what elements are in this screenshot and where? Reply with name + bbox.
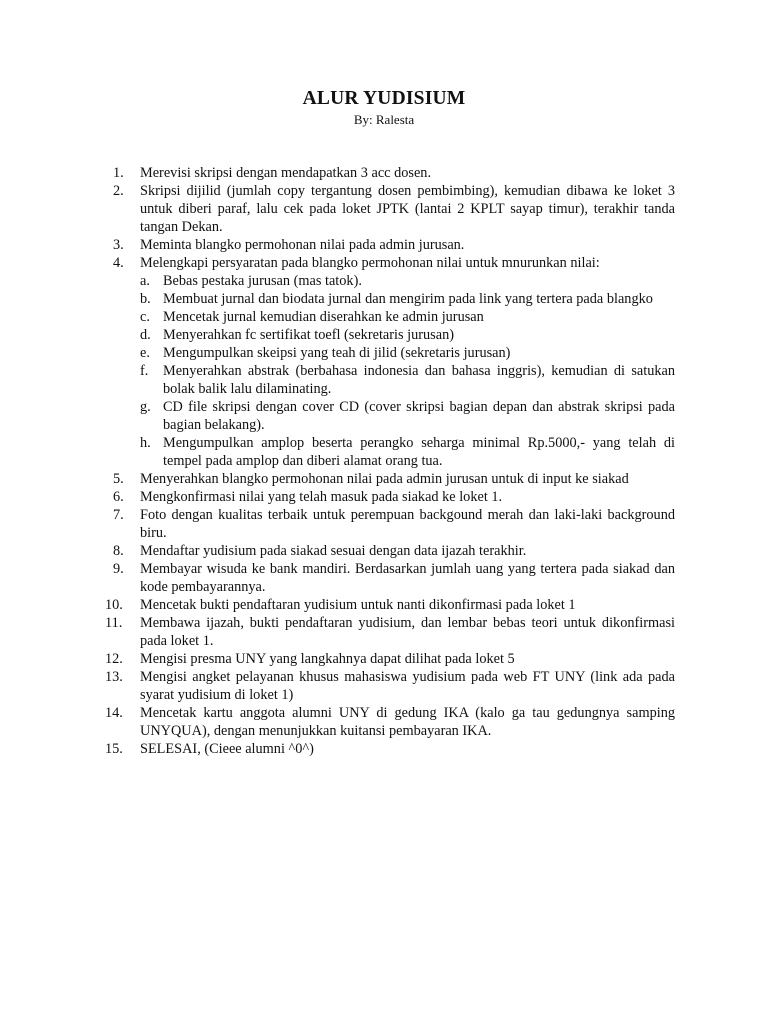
list-item-number: 2. bbox=[113, 183, 124, 199]
list-item bbox=[113, 182, 675, 236]
list-item-text: Mendaftar yudisium pada siakad sesuai dengan data ijazah terakhir. bbox=[140, 543, 527, 559]
sub-list-item-letter: f. bbox=[140, 363, 149, 379]
list-item bbox=[113, 488, 675, 506]
list-item-number: 5. bbox=[113, 471, 124, 487]
list-item-number: 9. bbox=[113, 561, 124, 577]
sub-list-item bbox=[113, 362, 675, 398]
list-item-text: Mengkonfirmasi nilai yang telah masuk pada siakad ke loket 1. bbox=[140, 489, 503, 505]
list-item-text: Meminta blangko permohonan nilai pada admin jurusan. bbox=[140, 237, 465, 253]
list-item-number: 4. bbox=[113, 255, 124, 271]
list-item bbox=[113, 236, 675, 254]
list-item-text: Menyerahkan blangko permohonan nilai pada admin jurusan untuk di input ke siakad bbox=[140, 471, 629, 487]
list-item bbox=[105, 704, 675, 740]
sub-list-item-text: Mengumpulkan amplop beserta perangko seharga minimal Rp.5000,- yang telah di tempel pada amplop dan diberi alamat orang tua. bbox=[163, 435, 675, 469]
list-item bbox=[105, 614, 675, 650]
list-item bbox=[105, 668, 675, 704]
list-item-number: 11. bbox=[105, 615, 123, 631]
list-item-number: 6. bbox=[113, 489, 124, 505]
sub-list-item-text: Menyerahkan abstrak (berbahasa indonesia dan bahasa inggris), kemudian di satukan bolak balik lalu dilaminating. bbox=[163, 363, 675, 397]
list-item-text: Skripsi dijilid (jumlah copy tergantung dosen pembimbing), kemudian dibawa ke loket 3 untuk diberi paraf, lalu cek pada loket JPTK (lantai 2 KPLT sayap timur), terakhir tanda tangan Dekan. bbox=[140, 183, 675, 235]
sub-list-item-text: Bebas pestaka jurusan (mas tatok). bbox=[163, 273, 362, 289]
sub-list-item-letter: a. bbox=[140, 273, 150, 289]
list-item bbox=[113, 164, 675, 182]
sub-list-item-text: Membuat jurnal dan biodata jurnal dan mengirim pada link yang tertera pada blangko bbox=[163, 291, 653, 307]
document-byline: By: Ralesta bbox=[353, 112, 415, 127]
list-item-text: Mengisi angket pelayanan khusus mahasiswa yudisium pada web FT UNY (link ada pada syarat yudisium di loket 1) bbox=[140, 669, 675, 703]
list-item-number: 1. bbox=[113, 165, 124, 181]
list-item-text: Merevisi skripsi dengan mendapatkan 3 acc dosen. bbox=[140, 165, 432, 181]
sub-list-item-letter: b. bbox=[140, 291, 151, 307]
list-item bbox=[113, 560, 675, 596]
sub-list-item-letter: e. bbox=[140, 345, 150, 361]
sub-list-item-letter: g. bbox=[140, 399, 151, 415]
sub-list-item-text: CD file skripsi dengan cover CD (cover skripsi bagian depan dan abstrak skripsi pada bagian belakang). bbox=[163, 399, 675, 433]
sub-list-item-text: Mencetak jurnal kemudian diserahkan ke admin jurusan bbox=[163, 309, 484, 325]
steps-list bbox=[105, 164, 675, 758]
list-item-number: 3. bbox=[113, 237, 124, 253]
list-item-text: Melengkapi persyaratan pada blangko permohonan nilai untuk mnurunkan nilai: bbox=[140, 255, 600, 271]
list-item-text: Membawa ijazah, bukti pendaftaran yudisium, dan lembar bebas teori untuk dikonfirmasi pada loket 1. bbox=[140, 615, 675, 649]
sub-list-item bbox=[113, 326, 675, 344]
list-item-text: Mengisi presma UNY yang langkahnya dapat dilihat pada loket 5 bbox=[140, 651, 515, 667]
list-item-number: 8. bbox=[113, 543, 124, 559]
list-item bbox=[105, 596, 675, 614]
list-item-text: Mencetak kartu anggota alumni UNY di gedung IKA (kalo ga tau gedungnya samping UNYQUA), dengan menunjukkan kuitansi pembayaran IKA. bbox=[140, 705, 675, 739]
sub-list-item bbox=[113, 344, 675, 362]
list-item bbox=[113, 254, 675, 272]
list-item-number: 12. bbox=[105, 651, 123, 667]
list-item-number: 14. bbox=[105, 705, 123, 721]
list-item bbox=[113, 470, 675, 488]
list-item bbox=[113, 506, 675, 542]
list-item-number: 10. bbox=[105, 597, 123, 613]
list-item-number: 15. bbox=[105, 741, 123, 757]
list-item-text: Membayar wisuda ke bank mandiri. Berdasarkan jumlah uang yang tertera pada siakad dan kode pembayarannya. bbox=[140, 561, 675, 595]
list-item-text: SELESAI, (Cieee alumni ^0^) bbox=[140, 741, 314, 757]
list-item bbox=[105, 650, 675, 668]
list-item bbox=[113, 542, 675, 560]
document-title: ALUR YUDISIUM bbox=[302, 88, 466, 109]
list-item-number: 13. bbox=[105, 669, 123, 685]
list-item-number: 7. bbox=[113, 507, 124, 523]
list-item bbox=[105, 740, 675, 758]
sub-list-item-letter: c. bbox=[140, 309, 150, 325]
sub-list-item-letter: h. bbox=[140, 435, 151, 451]
sub-list-item bbox=[113, 290, 675, 308]
sub-list-item-letter: d. bbox=[140, 327, 151, 343]
sub-list-item-text: Menyerahkan fc sertifikat toefl (sekretaris jurusan) bbox=[163, 327, 454, 343]
list-item-text: Foto dengan kualitas terbaik untuk perempuan backgound merah dan laki-laki background biru. bbox=[140, 507, 675, 541]
sub-list-item bbox=[113, 308, 675, 326]
sub-list-item bbox=[113, 398, 675, 434]
sub-list-item-text: Mengumpulkan skeipsi yang teah di jilid (sekretaris jurusan) bbox=[163, 345, 511, 361]
sub-list-item bbox=[113, 434, 675, 470]
sub-list-item bbox=[113, 272, 675, 290]
list-item-text: Mencetak bukti pendaftaran yudisium untuk nanti dikonfirmasi pada loket 1 bbox=[140, 597, 576, 613]
